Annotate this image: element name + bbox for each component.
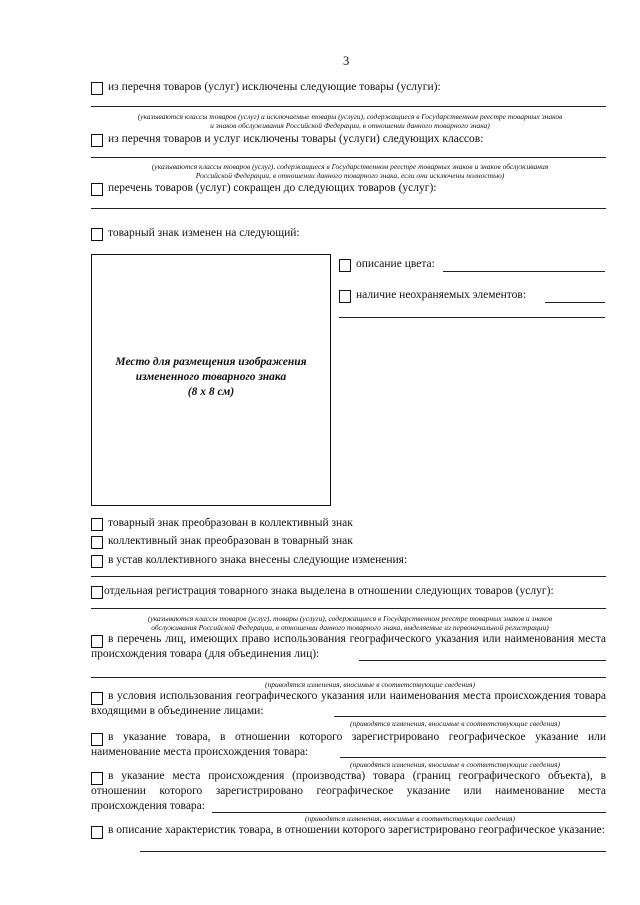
charter-changes-field[interactable] bbox=[91, 576, 606, 577]
persons-list-note: (приводятся изменения, вносимые в соответствующие сведения) bbox=[265, 680, 475, 689]
unprotected-elements-field-2[interactable] bbox=[339, 317, 605, 318]
origin-place-text: в указание места происхождения (производства) товара (границ географического объекта), в отношении которого зарегистрировано географическое указание или наименование места происхождения товара: bbox=[91, 770, 606, 812]
persons-list-field[interactable] bbox=[359, 660, 606, 661]
reduced-goods-label: перечень товаров (услуг) сокращен до следующих товаров (услуг): bbox=[108, 182, 437, 194]
separate-registration-field[interactable] bbox=[91, 608, 606, 609]
excluded-classes-label: из перечня товаров и услуг исключены товары (услуги) следующих классов: bbox=[108, 133, 484, 145]
checkbox-to-collective[interactable] bbox=[91, 518, 103, 531]
unprotected-elements-label: наличие неохраняемых элементов: bbox=[356, 289, 527, 301]
to-collective-label: товарный знак преобразован в коллективный знак bbox=[108, 517, 353, 529]
checkbox-excluded-goods[interactable] bbox=[91, 82, 103, 95]
checkbox-charter-changes[interactable] bbox=[91, 555, 103, 568]
to-trademark-label: коллективный знак преобразован в товарный знак bbox=[108, 535, 353, 547]
separate-registration-label: отдельная регистрация товарного знака выделена в отношении следующих товаров (услуг): bbox=[104, 585, 554, 597]
checkbox-reduced-goods[interactable] bbox=[91, 183, 103, 196]
excluded-goods-note: (указываются классы товаров (услуг) и исключаемые товары (услуги), содержащиеся в Государственном реестре товарных знаков и знаков обслуживания Российской Федерации, в отношении данного товарного знака) bbox=[137, 112, 563, 130]
color-description-field[interactable] bbox=[443, 271, 605, 272]
page-number: 3 bbox=[343, 54, 350, 68]
mark-changed-label: товарный знак изменен на следующий: bbox=[108, 227, 300, 239]
persons-list-text: в перечень лиц, имеющих право использования географического указания или наименования места происхождения товара (для объединения лиц): bbox=[91, 633, 606, 660]
origin-place-field[interactable] bbox=[212, 812, 606, 813]
product-designation-note: (приводятся изменения, вносимые в соответствующие сведения) bbox=[350, 760, 560, 769]
excluded-goods-field[interactable] bbox=[91, 106, 606, 107]
excluded-classes-note: (указываются классы товаров (услуг), содержащиеся в Государственном реестре товарных знаков и знаков обслуживания Российской Федерации, в отношении данного товарного знака, если они исключены полностью) bbox=[151, 162, 549, 180]
unprotected-elements-field[interactable] bbox=[545, 302, 605, 303]
color-description-label: описание цвета: bbox=[356, 258, 435, 270]
mark-image-placeholder[interactable] bbox=[91, 254, 331, 506]
charter-changes-label: в устав коллективного знака внесены следующие изменения: bbox=[108, 554, 408, 566]
checkbox-unprotected-elements[interactable] bbox=[339, 290, 351, 303]
product-characteristics-text: в описание характеристик товара, в отношении которого зарегистрировано географическое указание: bbox=[108, 824, 605, 836]
usage-conditions-field[interactable] bbox=[334, 716, 606, 717]
checkbox-color-description[interactable] bbox=[339, 259, 351, 272]
usage-conditions-text: в условия использования географического указания или наименования места происхождения товара входящими в объединение лицами: bbox=[91, 690, 606, 717]
reduced-goods-field[interactable] bbox=[91, 208, 606, 209]
product-designation-text: в указание товара, в отношении которого зарегистрировано географическое указание или наименование места происхождения товара: bbox=[91, 731, 606, 758]
checkbox-mark-changed[interactable] bbox=[91, 228, 103, 241]
product-characteristics-field[interactable] bbox=[140, 851, 606, 852]
excluded-goods-label: из перечня товаров (услуг) исключены следующие товары (услуги): bbox=[108, 81, 441, 93]
checkbox-excluded-classes[interactable] bbox=[91, 134, 103, 147]
product-designation-field[interactable] bbox=[340, 757, 606, 758]
usage-conditions-note: (приводятся изменения, вносимые в соответствующие сведения) bbox=[350, 719, 560, 728]
separate-registration-note: (указываются классы товаров (услуг), товары (услуги), содержащиеся в Государственном реестре товарных знаков и знаков обслуживания Российской Федерации, в отношении данного товарного знака, выделяемые из первоначальной регистрации) bbox=[147, 614, 553, 632]
checkbox-separate-registration[interactable] bbox=[91, 586, 103, 599]
image-placeholder-caption: Место для размещения изображения измененного товарного знака (8 х 8 см) bbox=[115, 356, 307, 398]
origin-place-note: (приводятся изменения, вносимые в соответствующие сведения) bbox=[305, 814, 515, 823]
excluded-classes-field[interactable] bbox=[91, 157, 606, 158]
persons-list-field-2[interactable] bbox=[91, 677, 606, 678]
checkbox-to-trademark[interactable] bbox=[91, 536, 103, 549]
